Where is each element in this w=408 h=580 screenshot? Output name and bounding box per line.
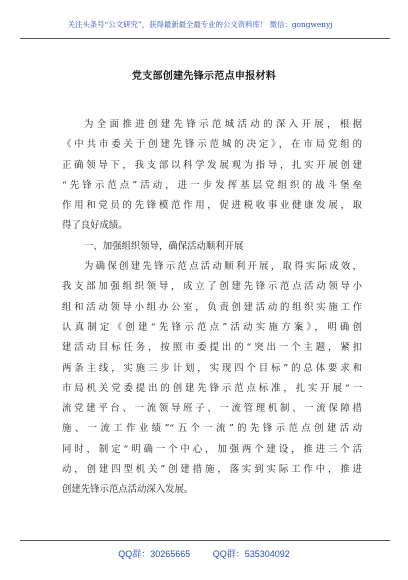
paragraph-line: 创建先锋示范点活动深入发展。 — [62, 484, 194, 496]
paragraph-line: 作用和党员的先锋模范作用，促进税收事业健康发展，取 — [62, 200, 362, 212]
paragraph-line: 认真制定《创建“先锋示范点”活动实施方案》，明确创 — [62, 321, 362, 333]
paragraph-line: 市局机关党委提出的创建先锋示范点标准，扎实开展“一 — [62, 382, 362, 394]
paragraph-line: 建活动目标任务，按照市委提出的“突出一个主题，紧扣 — [62, 342, 362, 354]
document-body — [62, 115, 362, 501]
paragraph-line: 组和活动领导小组办公室，负责创建活动的组织实施工作 — [62, 301, 362, 313]
paragraph-line: 流党建平台、一流领导班子、一流管理机制、一流保障措 — [62, 403, 362, 415]
paragraph-line: “先锋示范点”活动，进一步发挥基层党组织的战斗堡垒 — [62, 179, 362, 191]
paragraph-line: 为确保创建先锋示范点活动顺利开展，取得实际成效， — [84, 261, 362, 273]
paragraph-line: 施、一流工作业绩”“五个一流”的先锋示范点创建活动 — [62, 423, 362, 435]
document-title: 党支部创建先锋示范点申报材料 — [131, 71, 277, 82]
qq-group-1: QQ群：30265665 — [118, 549, 191, 559]
paragraph-line: 《中共市委关于创建先锋示范城的决定》，在市局党组的 — [62, 139, 362, 151]
header-divider — [20, 38, 390, 39]
footer-contacts — [0, 547, 408, 560]
paragraph-line: 我支部加强组织领导，成立了创建先锋示范点活动领导小 — [62, 281, 362, 293]
paragraph-line: 得了良好成绩。 — [62, 220, 128, 232]
footer-divider — [20, 540, 390, 541]
paragraph-line: 同时，制定“明确一个中心，加强两个建设，推进三个活 — [62, 443, 362, 455]
qq-group-2: QQ群：535304092 — [212, 549, 290, 559]
paragraph-line: 为全面推进创建先锋示范城活动的深入开展，根据 — [84, 119, 362, 130]
paragraph-line: 一、加强组织领导，确保活动顺利开展 — [84, 240, 244, 252]
header-banner: 关注头条号“公文研究”，获得最新最全最专业的公文资料库！ 微信：gongwenyj — [67, 20, 333, 29]
paragraph-line: 动，创建四型机关”创建措施，落实到实际工作中，推进 — [62, 464, 362, 476]
paragraph-line: 正确领导下，我支部以科学发展观为指导，扎实开展创建 — [62, 159, 362, 171]
paragraph-line: 两条主线，实施三步计划，实现四个目标”的总体要求和 — [62, 362, 362, 374]
